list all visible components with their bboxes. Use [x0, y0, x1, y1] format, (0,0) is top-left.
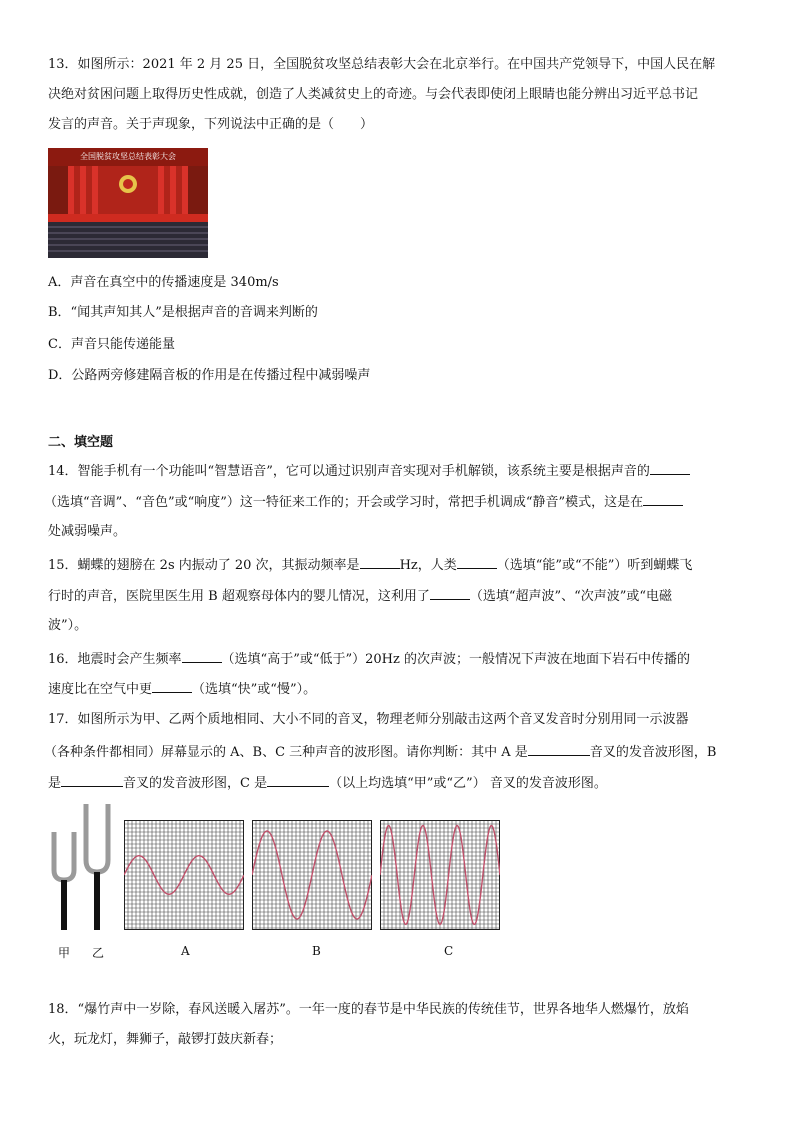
q17-blank-b[interactable]	[61, 772, 123, 787]
conference-photo	[48, 148, 208, 258]
photo-banner-text: 全国脱贫攻坚总结表彰大会	[48, 148, 208, 166]
fork-label-yi: 乙	[92, 946, 105, 960]
q17-text-2a: （各种条件都相同）屏幕显示的 A、B、C 三种声音的波形图。请你判断：其中 A 是	[44, 745, 528, 760]
q15-text-2b: （选填“超声波”、“次声波”或“电磁	[469, 589, 673, 604]
q17-line-2	[44, 741, 716, 763]
q15-text-2a: 行时的声音，医院里医生用 B 超观察母体内的婴儿情况，这利用了	[48, 589, 430, 604]
tuning-fork-figure	[48, 800, 508, 965]
q16-text-2b: （选填“快”或“慢”）。	[192, 682, 317, 697]
q16-text-1b: （选填“高于”或“低于”）20Hz 的次声波；一般情况下声波在地面下岩石中传播的	[221, 652, 690, 667]
q18-line-2: 火，玩龙灯，舞狮子，敲锣打鼓庆新春；	[48, 1032, 283, 1047]
q15-text-1c: （选填“能”或“不能”）听到蝴蝶飞	[496, 558, 693, 573]
q15-line-1	[48, 554, 692, 576]
q14-text-1: 14．智能手机有一个功能叫“智慧语音”，它可以通过识别声音实现对手机解锁，该系统主要是根据声音的	[48, 464, 650, 479]
q13-option-b: B．“闻其声知其人”是根据声音的音调来判断的	[48, 305, 318, 320]
q18-line-1: 18．“爆竹声中一岁除，春风送暖入屠苏”。一年一度的春节是中华民族的传统佳节，世界各地华人燃爆竹，放焰	[48, 1002, 689, 1017]
scope-label-a: A	[181, 944, 190, 958]
scope-label-b: B	[312, 944, 321, 958]
q15-line-2	[48, 585, 672, 607]
q17-text-3b: 音叉的发音波形图，C 是	[123, 776, 268, 791]
q13-line-2: 决绝对贫困问题上取得历史性成就，创造了人类减贫史上的奇迹。与会代表即使闭上眼睛也能分辨出习近平总书记	[48, 87, 699, 102]
q14-line-2	[44, 491, 683, 513]
q17-blank-c[interactable]	[267, 772, 329, 787]
q17-text-2b: 音叉的发音波形图，B	[589, 745, 717, 760]
fork-label-jia: 甲	[58, 946, 71, 960]
q16-line-1	[48, 648, 690, 670]
q14-blank-2[interactable]	[643, 491, 683, 506]
q17-text-3a: 是	[48, 776, 62, 791]
q15-text-1b: Hz，人类	[399, 558, 457, 573]
q13-line-1: 13．如图所示：2021 年 2 月 25 日，全国脱贫攻坚总结表彰大会在北京举行。在中国共产党领导下，中国人民在解	[48, 57, 716, 72]
q15-line-3: 波”）。	[48, 618, 88, 633]
q16-text-1a: 16．地震时会产生频率	[48, 652, 182, 667]
q13-option-c: C．声音只能传递能量	[48, 337, 175, 352]
section-title: 二、填空题	[48, 435, 114, 450]
q14-line-3: 处减弱噪声。	[48, 524, 127, 539]
q13-option-a: A．声音在真空中的传播速度是 340m/s	[48, 275, 279, 290]
q13-line-3: 发言的声音。关于声现象，下列说法中正确的是（ ）	[48, 117, 374, 132]
q17-line-3	[48, 772, 607, 794]
q17-blank-a[interactable]	[528, 741, 590, 756]
fork-jia	[54, 832, 74, 930]
oscilloscope-screen-c	[380, 820, 500, 930]
q15-blank-3[interactable]	[430, 585, 470, 600]
q17-text-3c: （以上均选填“甲”或“乙”） 音叉的发音波形图。	[329, 776, 607, 791]
q16-text-2a: 速度比在空气中更	[48, 682, 153, 697]
q15-text-1a: 15．蝴蝶的翅膀在 2s 内振动了 20 次，其振动频率是	[48, 558, 360, 573]
scope-label-c: C	[444, 944, 454, 958]
conference-hall-image	[48, 148, 208, 258]
tuning-forks	[48, 800, 118, 940]
oscilloscope-screen-b	[252, 820, 372, 930]
fork-yi	[86, 804, 108, 930]
q13-option-d: D．公路两旁修建隔音板的作用是在传播过程中减弱噪声	[48, 368, 371, 383]
q15-blank-1[interactable]	[360, 554, 400, 569]
q16-blank-2[interactable]	[152, 678, 192, 693]
q14-blank-1[interactable]	[650, 460, 690, 475]
q15-blank-2[interactable]	[457, 554, 497, 569]
q14-line-1	[48, 460, 690, 482]
q17-line-1: 17．如图所示为甲、乙两个质地相同、大小不同的音叉，物理老师分别敲击这两个音叉发音时分别用同一示波器	[48, 712, 689, 727]
q16-blank-1[interactable]	[182, 648, 222, 663]
oscilloscope-screen-a	[124, 820, 244, 930]
q14-text-2: （选填“音调”、“音色”或“响度”）这一特征来工作的；开会或学习时，常把手机调成“静音”模式，这是在	[44, 495, 644, 510]
q16-line-2	[48, 678, 316, 700]
